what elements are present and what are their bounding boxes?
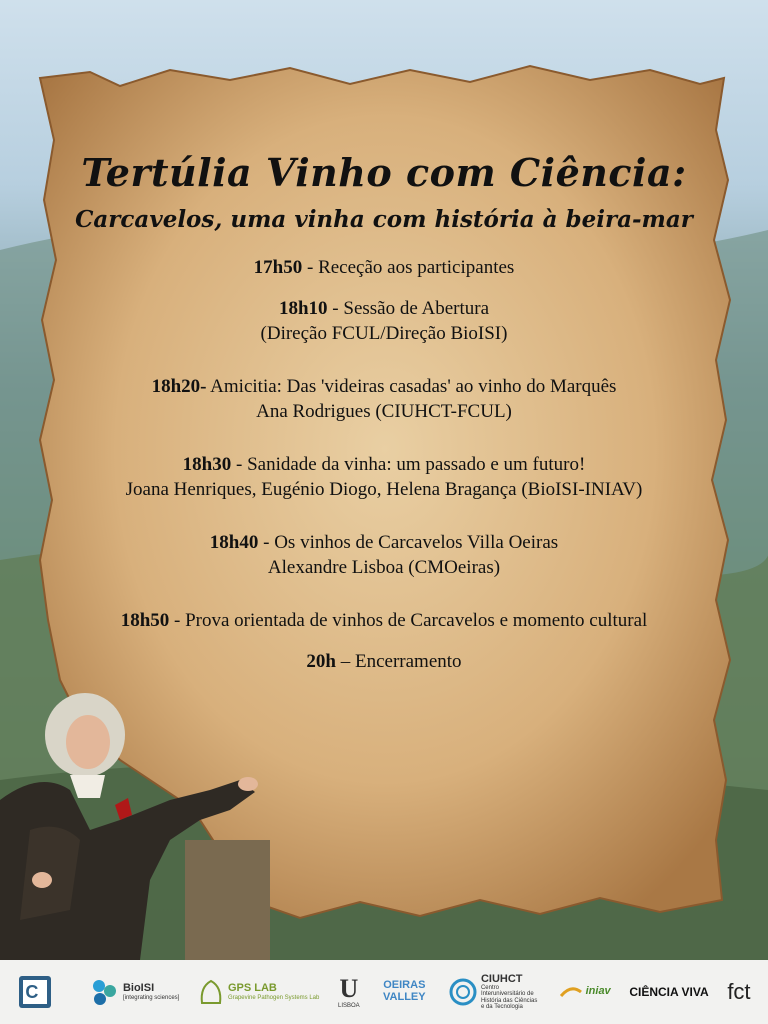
program-item — [40, 649, 728, 674]
bioisi-tagline: [integrating sciences] — [122, 994, 180, 1001]
item-time: 18h40 — [209, 532, 259, 554]
program-item — [40, 530, 728, 580]
gps-lab-name: GPS LAB — [227, 982, 277, 995]
item-time: 18h30 — [182, 454, 232, 476]
item-text: Amicitia: Das 'videiras casadas' ao vinho do Marquês — [206, 376, 617, 398]
item-time: 17h50 — [253, 257, 303, 279]
program-item — [40, 608, 728, 633]
item-text: - Prova orientada de vinhos de Carcavelos e momento cultural — [169, 610, 648, 632]
item-time: 20h — [306, 651, 336, 673]
item-text: - Os vinhos de Carcavelos Villa Oeiras — [258, 532, 559, 554]
item-note: Joana Henriques, Eugénio Diogo, Helena Bragança (BioISI-INIAV) — [125, 479, 643, 501]
ciuhct-logo — [449, 974, 541, 1011]
partner-logos-bar — [0, 960, 768, 1024]
fct-logo — [727, 980, 750, 1003]
program-item — [40, 452, 728, 502]
fc-logo — [17, 974, 70, 1010]
gps-lab-tagline: Grapevine Pathogen Systems Lab — [227, 994, 320, 1001]
oeiras-valley-name: OEIRAS VALLEY — [383, 979, 426, 1003]
oeiras-valley-logo — [378, 980, 430, 1003]
fct-name: fct — [727, 979, 751, 1005]
program-content — [40, 150, 728, 690]
program-item — [40, 296, 728, 346]
item-note: (Direção FCUL/Direção BioISI) — [260, 323, 508, 345]
marques-portrait — [0, 680, 300, 960]
ulisboa-logo — [338, 975, 360, 1009]
iniav-logo — [560, 984, 611, 1000]
item-time: 18h10 — [278, 298, 328, 320]
ciencia-viva-logo — [629, 986, 708, 999]
iniav-name: iniav — [585, 985, 611, 998]
item-time: 18h20- — [151, 376, 207, 398]
item-text: - Receção aos participantes — [302, 257, 515, 279]
item-time: 18h50 — [120, 610, 170, 632]
ciuhct-tagline: Centro Interuniversitário de História das Ciências e da Tecnologia — [480, 985, 538, 1011]
bioisi-name: BioISI — [122, 982, 155, 995]
program-item — [40, 374, 728, 424]
ulisboa-name: LISBOA — [338, 1002, 360, 1009]
poster-title: Tertúlia Vinho com Ciência: — [81, 150, 687, 195]
program-item — [40, 255, 728, 280]
bioisi-logo — [89, 977, 179, 1007]
ulisboa-mark: U — [339, 974, 359, 1004]
fc-logo-letter: C — [25, 981, 39, 1002]
ciencia-viva-name: CIÊNCIA VIVA — [629, 984, 709, 999]
gps-lab-logo — [198, 977, 319, 1007]
item-note: Ana Rodrigues (CIUHCT-FCUL) — [256, 401, 512, 423]
item-text: - Sanidade da vinha: um passado e um futuro! — [231, 454, 586, 476]
poster-subtitle: Carcavelos, uma vinha com história à beira-mar — [75, 205, 693, 233]
ciuhct-name: CIUHCT — [480, 972, 523, 985]
item-note: Alexandre Lisboa (CMOeiras) — [267, 557, 501, 579]
item-text: – Encerramento — [336, 651, 462, 673]
item-text: - Sessão de Abertura — [327, 298, 490, 320]
